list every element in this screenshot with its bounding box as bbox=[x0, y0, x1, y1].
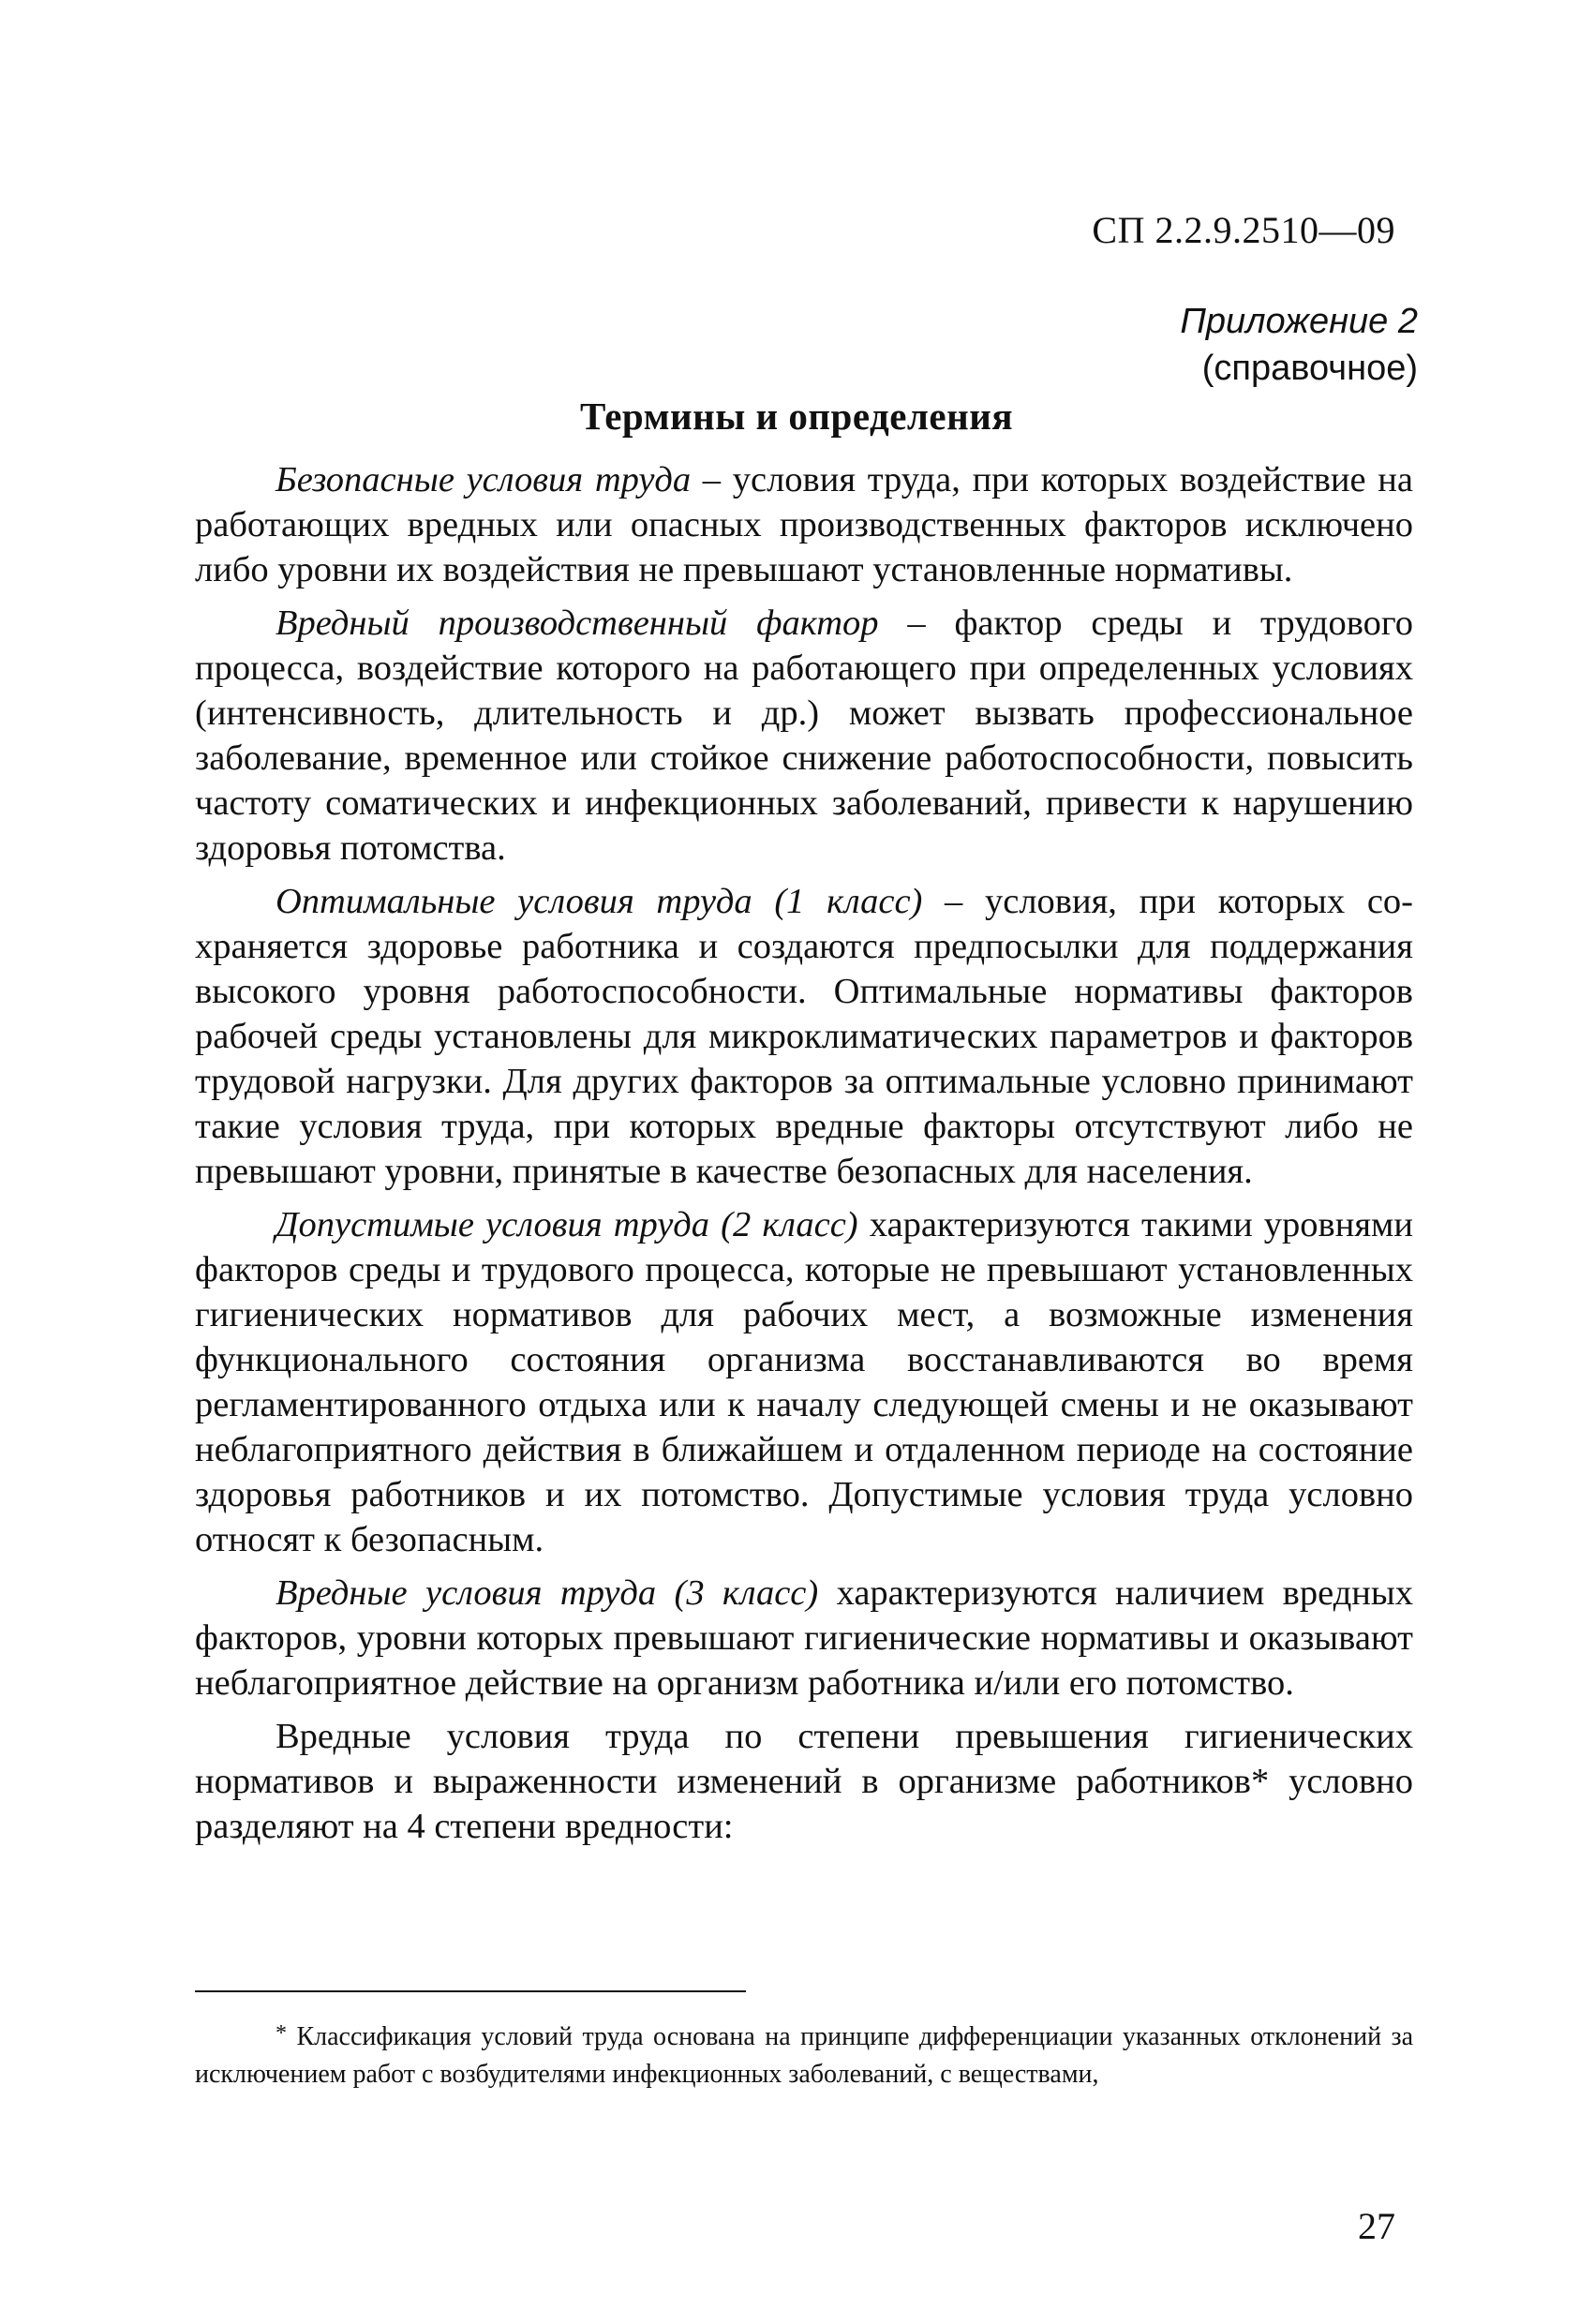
definition-paragraph bbox=[195, 457, 1413, 592]
definition-paragraph bbox=[195, 879, 1413, 1194]
document-code: СП 2.2.9.2510—09 bbox=[1092, 209, 1395, 251]
footnote-marker: * bbox=[276, 2021, 287, 2046]
definition-text: характеризуются такими уровнями факторов среды и трудового процесса, которые не превышают установленных гигиенических нормативов для рабочих мест, а возможные изменения функционального состояния организма восстанавливаются во время регламентированного отдыха или к началу следующей смены и не оказывают неблагоприятного действия в ближайшем и отдаленном периоде на состояние здоровья работников и их потомство. Допустимые условия труда условно относят к безопасным. bbox=[195, 1205, 1414, 1559]
section-title: Термины и определения bbox=[579, 395, 1014, 438]
footnote-marker: * bbox=[1251, 1762, 1270, 1801]
closing-text: Вредные условия труда по степени превышения гигиенических нормативов и выраженности изменений в организме работников bbox=[195, 1717, 1413, 1801]
footnote-divider bbox=[195, 1990, 746, 1992]
footnote-text: Классификация условий труда основана на принципе дифференциации указанных отклонений за исключением работ с возбудителями инфекционных заболеваний, с веществами, bbox=[195, 2022, 1413, 2089]
page-number: 27 bbox=[1358, 2205, 1395, 2247]
definition-paragraph bbox=[195, 601, 1413, 871]
term: Безопасные условия труда bbox=[276, 460, 692, 499]
closing-text-after: условно разделяют на 4 степени вредности: bbox=[195, 1762, 1413, 1846]
term: Вредные условия труда (3 класс) bbox=[276, 1573, 819, 1613]
appendix-heading bbox=[1180, 298, 1418, 392]
appendix-label: Приложение 2 bbox=[1180, 302, 1418, 341]
definition-text: – условия труда, при которых воздействие на работающих вредных или опасных производственных факторов исключено либо уровни их воздействия не превышают установленные нормативы. bbox=[195, 460, 1413, 589]
term: Допустимые условия труда (2 класс) bbox=[276, 1205, 858, 1244]
definition-text: характеризуются наличием вредных факторов, уровни которых превышают гигиенические нормативы и оказывают неблагоприятное действие на организм работника и/или его потомство. bbox=[195, 1573, 1414, 1703]
definition-paragraph bbox=[195, 1202, 1413, 1562]
definition-text: – условия, при которых сохраняется здоровье работника и создаются предпосылки для поддержания высокого уровня работоспособности. Оптимальные нормативы факторов рабочей среды установлены для микроклиматических параметров и факторов трудовой нагрузки. Для других факторов за оптимальные условно принимают такие условия труда, при которых вредные факторы отсутствуют либо не превышают уровни, принятые в качестве безопасных для населения. bbox=[195, 882, 1413, 1191]
term: Оптимальные условия труда (1 класс) bbox=[276, 882, 923, 921]
term: Вредный производственный фактор bbox=[276, 603, 879, 643]
appendix-type: (справочное) bbox=[1201, 349, 1418, 388]
definition-paragraph bbox=[195, 1571, 1413, 1706]
definition-text: – фактор среды и трудового процесса, воздействие которого на работающего при определенных условиях (интенсивность, длительность и др.) может вызвать профессиональное заболевание, временное или стойкое снижение работоспособности, повысить частоту соматических и инфекционных заболеваний, привести к нарушению здоровья потомства. bbox=[195, 603, 1414, 868]
closing-paragraph bbox=[195, 1714, 1413, 1849]
document-body bbox=[195, 457, 1413, 1857]
footnote bbox=[195, 2019, 1413, 2093]
